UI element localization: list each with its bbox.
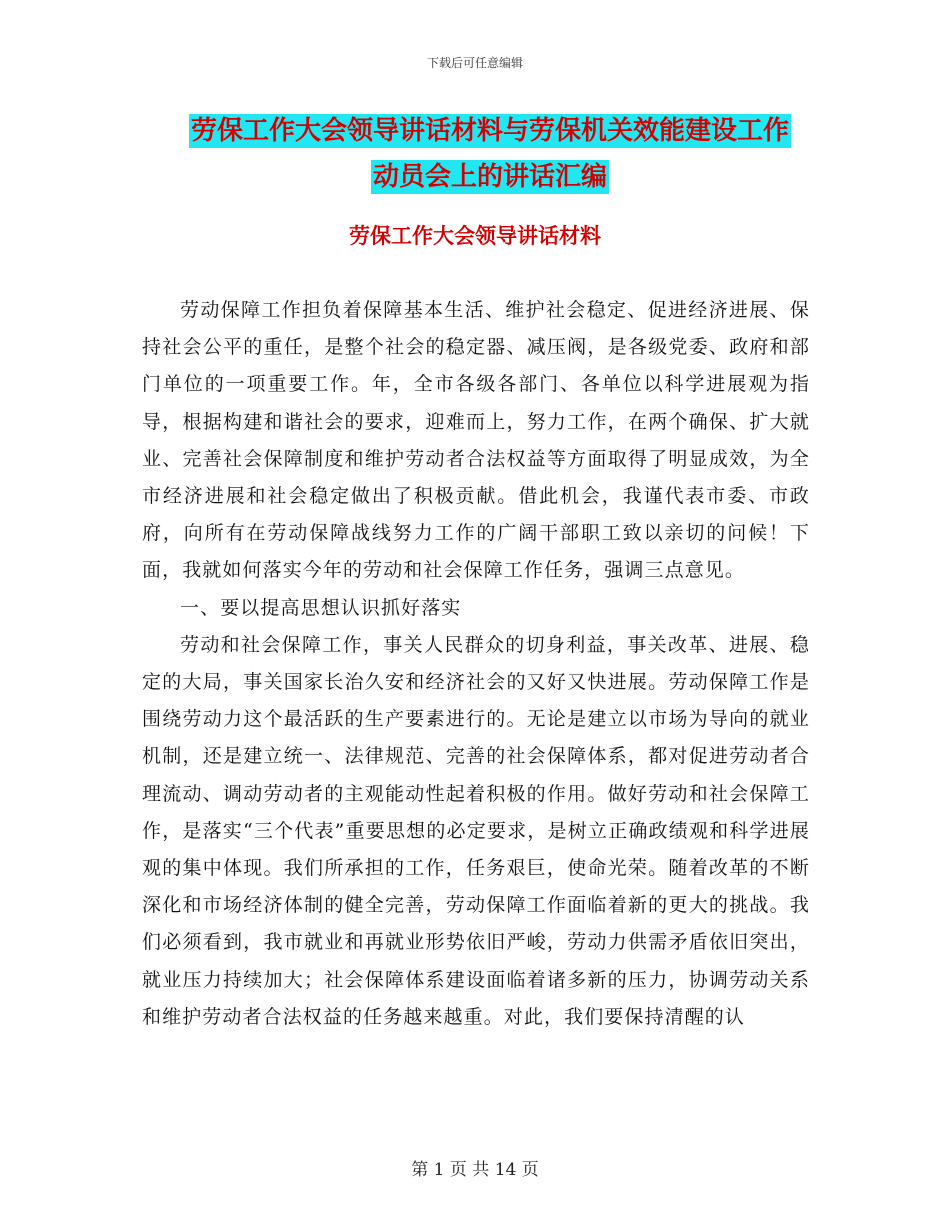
document-body	[142, 292, 810, 1036]
paragraph-heading-one: 一、要以提高思想认识抓好落实	[180, 596, 462, 619]
document-title-line-2: 动员会上的讲话汇编	[372, 162, 607, 192]
page-number-footer: 第 1 页 共 14 页	[411, 1160, 539, 1180]
header-note: 下载后可任意编辑	[426, 56, 523, 70]
document-title	[120, 108, 860, 200]
paragraph-intro: 劳动保障工作担负着保障基本生活、维护社会稳定、促进经济进展、保持社会公平的重任，是整个社会的稳定器、减压阀，是各级党委、政府和部门单位的一项重要工作。年，全市各级各部门、各单位以科学进展观为指导，根据构建和谐社会的要求，迎难而上，努力工作，在两个确保、扩大就业、完善社会保障制度和维护劳动者合法权益等方面取得了明显成效，为全市经济进展和社会稳定做出了积极贡献。借此机会，我谨代表市委、市政府，向所有在劳动保障战线努力工作的广阔干部职工致以亲切的问候！下面，我就如何落实今年的劳动和社会保障工作任务，强调三点意见。	[142, 299, 810, 582]
paragraph-body-one: 劳动和社会保障工作，事关人民群众的切身利益，事关改革、进展、稳定的大局，事关国家长治久安和经济社会的又好又快进展。劳动保障工作是围绕劳动力这个最活跃的生产要素进行的。无论是建立以市场为导向的就业机制，还是建立统一、法律规范、完善的社会保障体系，都对促进劳动者合理流动、调动劳动者的主观能动性起着积极的作用。做好劳动和社会保障工作，是落实“三个代表”重要思想的必定要求，是树立正确政绩观和科学进展观的集中体现。我们所承担的工作，任务艰巨，使命光荣。随着改革的不断深化和市场经济体制的健全完善，劳动保障工作面临着新的更大的挑战。我们必须看到，我市就业和再就业形势依旧严峻，劳动力供需矛盾依旧突出，就业压力持续加大；社会保障体系建设面临着诸多新的压力，协调劳动关系和维护劳动者合法权益的任务越来越重。对此，我们要保持清醒的认	[142, 633, 810, 1028]
section-title: 劳保工作大会领导讲话材料	[349, 224, 601, 248]
document-title-line-1: 劳保工作大会领导讲话材料与劳保机关效能建设工作	[190, 116, 789, 146]
